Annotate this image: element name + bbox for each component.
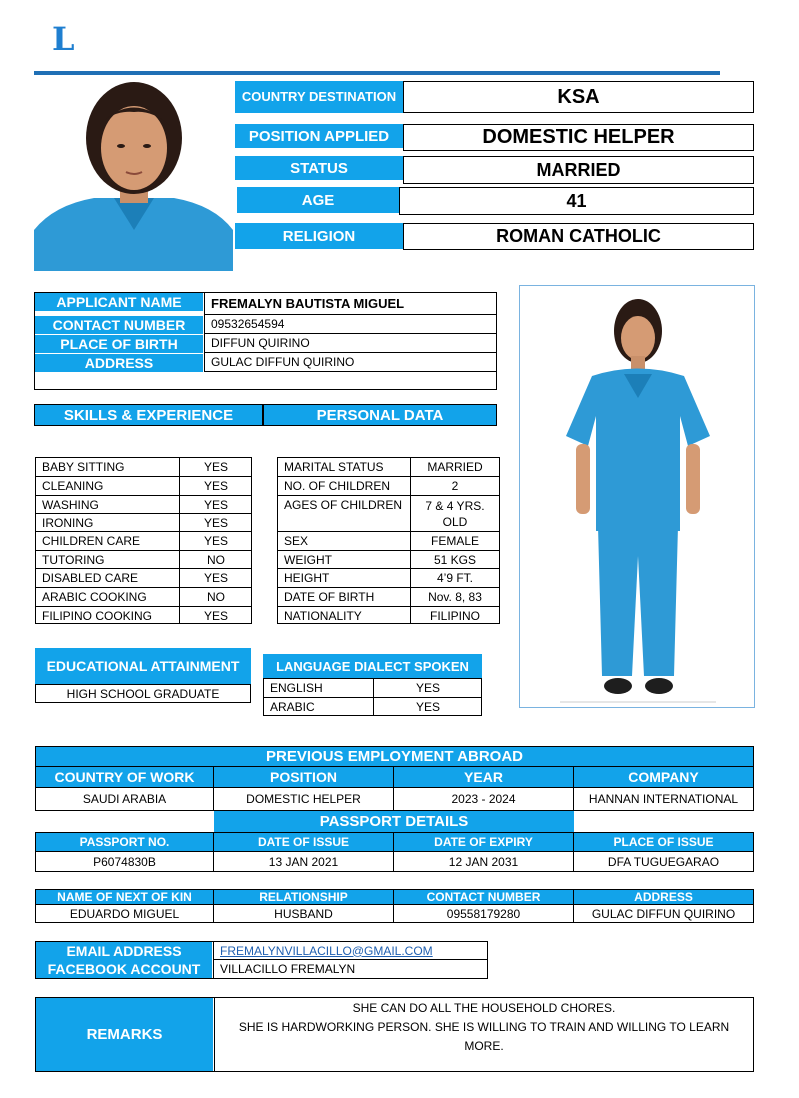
personal-row (278, 606, 499, 624)
skills-table (35, 457, 252, 624)
header-rule (34, 71, 720, 75)
employment-country: SAUDI ARABIA (35, 788, 214, 811)
email-link[interactable]: FREMALYNVILLACILLO@GMAIL.COM (213, 942, 487, 960)
skill-row (36, 495, 251, 514)
applicant-name-value: FREMALYN BAUTISTA MIGUEL (204, 293, 496, 315)
passport-number: P6074830B (35, 852, 214, 872)
skill-value: YES (203, 498, 228, 512)
position-applied-label: POSITION APPLIED (235, 124, 403, 148)
language-english: ENGLISH (270, 681, 323, 695)
language-arabic-value: YES (415, 700, 440, 714)
personal-row (278, 531, 499, 550)
remarks-line-2: SHE IS HARDWORKING PERSON. SHE IS WILLING TO TRAIN AND WILLING TO LEARN MORE. (238, 1020, 730, 1053)
personal-value: 2 (451, 479, 459, 493)
personal-value: FILIPINO (429, 608, 480, 623)
personal-field: AGES OF CHILDREN (284, 498, 403, 512)
address-value: GULAC DIFFUN QUIRINO (204, 353, 496, 372)
skill-row (36, 606, 251, 625)
skill-row (36, 550, 251, 569)
skill-name: CLEANING (42, 479, 104, 493)
status-label: STATUS (235, 156, 403, 180)
facebook-value: VILLACILLO FREMALYN (213, 960, 487, 978)
religion-label: RELIGION (235, 223, 403, 249)
skill-row (36, 568, 251, 587)
employment-title: PREVIOUS EMPLOYMENT ABROAD (35, 746, 754, 766)
skill-value: YES (203, 609, 228, 623)
personal-row (278, 587, 499, 606)
language-english-value: YES (415, 681, 440, 695)
passport-issue-place: DFA TUGUEGARAO (574, 852, 754, 872)
employment-header-company: COMPANY (574, 766, 754, 788)
skill-value: YES (203, 460, 228, 474)
personal-row (278, 458, 499, 476)
kin-contact: 09558179280 (394, 905, 574, 923)
status-value: MARRIED (403, 156, 754, 184)
kin-relationship: HUSBAND (214, 905, 394, 923)
employment-header-country: COUNTRY OF WORK (35, 766, 214, 788)
kin-header-contact: CONTACT NUMBER (394, 889, 574, 905)
skill-name: ARABIC COOKING (42, 590, 147, 604)
personal-field: HEIGHT (284, 571, 330, 585)
age-label: AGE (237, 187, 399, 213)
country-destination-label: COUNTRY DESTINATION (235, 81, 403, 113)
skills-header: SKILLS & EXPERIENCE (34, 404, 263, 426)
kin-header-relationship: RELATIONSHIP (214, 889, 394, 905)
place-of-birth-label: PLACE OF BIRTH (35, 335, 203, 353)
passport-header-issue: DATE OF ISSUE (214, 832, 394, 852)
email-label: EMAIL ADDRESS (36, 942, 212, 960)
employment-header-position: POSITION (214, 766, 394, 788)
education-label: EDUCATIONAL ATTAINMENT (35, 648, 251, 684)
skill-row (36, 458, 251, 477)
skill-value: NO (207, 553, 225, 567)
passport-header-number: PASSPORT NO. (35, 832, 214, 852)
skill-value: YES (203, 516, 228, 530)
personal-field: NATIONALITY (284, 608, 362, 623)
personal-row (278, 495, 499, 531)
employment-company: HANNAN INTERNATIONAL (574, 788, 754, 811)
religion-value: ROMAN CATHOLIC (403, 223, 754, 250)
facebook-label: FACEBOOK ACCOUNT (36, 960, 212, 978)
personal-value: 51 KGS (433, 552, 477, 567)
address-label: ADDRESS (35, 354, 203, 372)
skill-value: YES (203, 571, 228, 585)
personal-value: MARRIED (427, 459, 483, 474)
employment-header-year: YEAR (394, 766, 574, 788)
contact-number-label: CONTACT NUMBER (35, 316, 203, 334)
personal-data-header: PERSONAL DATA (263, 404, 497, 426)
education-value: HIGH SCHOOL GRADUATE (35, 684, 251, 703)
personal-value: Nov. 8, 83 (428, 590, 482, 604)
remarks-label: REMARKS (36, 998, 213, 1071)
language-table (263, 678, 482, 716)
skill-name: IRONING (42, 516, 94, 530)
kin-name: EDUARDO MIGUEL (35, 905, 214, 923)
employment-position: DOMESTIC HELPER (214, 788, 394, 811)
skill-row (36, 587, 251, 606)
remarks-line-1: SHE CAN DO ALL THE HOUSEHOLD CHORES. (352, 1001, 616, 1015)
personal-value: 7 & 4 YRS. OLD (425, 498, 485, 529)
skill-row (36, 476, 251, 495)
personal-field: SEX (284, 534, 309, 548)
portrait-photo (34, 80, 233, 271)
skill-name: FILIPINO COOKING (42, 609, 153, 623)
passport-expiry-date: 12 JAN 2031 (394, 852, 574, 872)
personal-row (278, 568, 499, 587)
personal-value: FEMALE (430, 534, 479, 548)
skill-value: YES (203, 534, 228, 548)
position-applied-value: DOMESTIC HELPER (403, 124, 754, 151)
place-of-birth-value: DIFFUN QUIRINO (204, 334, 496, 353)
personal-row (278, 550, 499, 568)
remarks-text (214, 998, 753, 1071)
employment-year: 2023 - 2024 (394, 788, 574, 811)
passport-issue-date: 13 JAN 2021 (214, 852, 394, 872)
language-label: LANGUAGE DIALECT SPOKEN (263, 654, 482, 678)
applicant-name-label: APPLICANT NAME (35, 293, 203, 311)
age-value: 41 (399, 187, 754, 215)
full-body-photo (519, 285, 755, 708)
passport-title: PASSPORT DETAILS (214, 811, 574, 832)
skill-name: CHILDREN CARE (42, 534, 141, 548)
language-arabic: ARABIC (270, 700, 315, 714)
personal-data-table (277, 457, 500, 624)
skill-name: DISABLED CARE (42, 571, 139, 585)
personal-field: WEIGHT (284, 552, 332, 567)
skill-name: TUTORING (42, 553, 105, 567)
contact-number-value: 09532654594 (204, 315, 496, 334)
skill-row (36, 531, 251, 550)
personal-value: 4’9 FT. (436, 571, 473, 585)
passport-header-place: PLACE OF ISSUE (574, 832, 754, 852)
kin-header-name: NAME OF NEXT OF KIN (35, 889, 214, 905)
skill-value: NO (207, 590, 225, 604)
kin-address: GULAC DIFFUN QUIRINO (574, 905, 754, 923)
skill-name: BABY SITTING (42, 460, 125, 474)
skill-row (36, 513, 251, 532)
passport-header-expiry: DATE OF EXPIRY (394, 832, 574, 852)
skill-name: WASHING (42, 498, 99, 512)
personal-row (278, 476, 499, 495)
country-destination-value: KSA (403, 81, 754, 113)
personal-field: MARITAL STATUS (284, 459, 384, 474)
skill-value: YES (203, 479, 228, 493)
personal-field: DATE OF BIRTH (284, 590, 375, 604)
personal-field: NO. OF CHILDREN (284, 479, 391, 493)
logo: L (52, 20, 75, 58)
kin-header-address: ADDRESS (574, 889, 754, 905)
